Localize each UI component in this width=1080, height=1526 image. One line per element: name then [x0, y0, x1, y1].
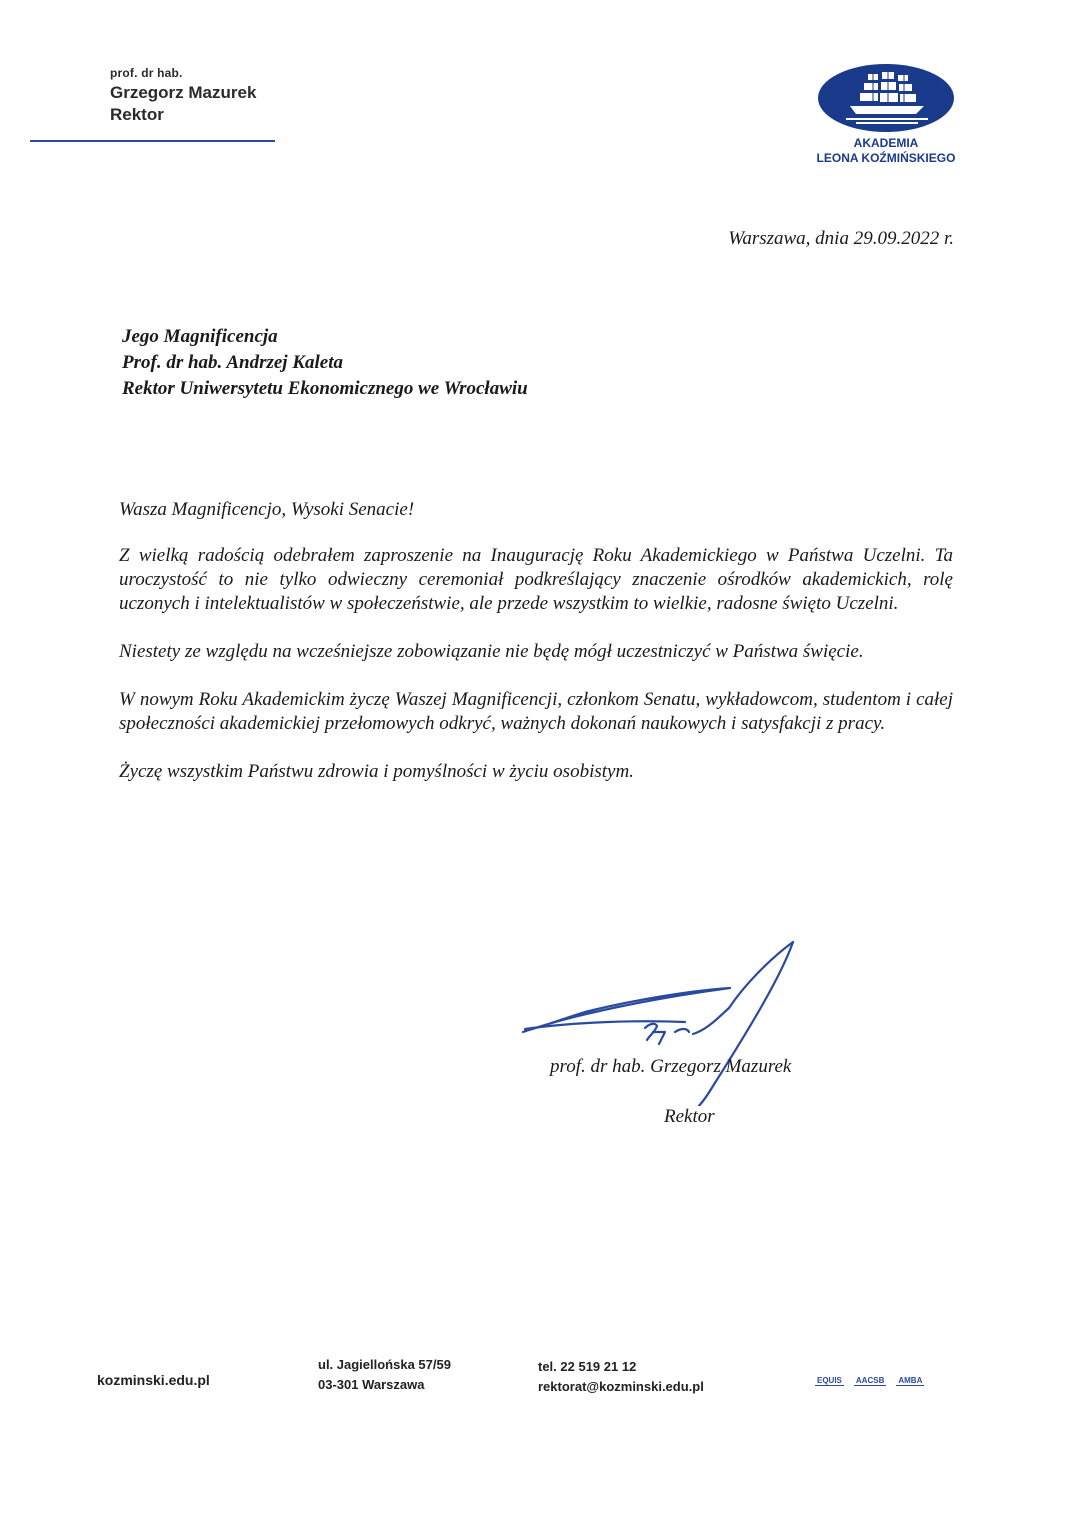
body-paragraph-3: W nowym Roku Akademickim życzę Waszej Magnificencji, członkom Senatu, wykładowcom, studentom i całej społeczności akademickiej przełomowych odkryć, ważnych dokonań naukowych i satysfakcji z pracy.	[119, 689, 953, 734]
signatory-role: Rektor	[664, 1106, 715, 1127]
letter-date: Warszawa, dnia 29.09.2022 r.	[728, 228, 954, 249]
footer-address	[318, 1355, 451, 1395]
sender-block	[110, 66, 256, 125]
university-logo	[806, 62, 966, 166]
accreditation-equis: EQUIS	[817, 1376, 842, 1385]
sender-title: prof. dr hab.	[110, 66, 183, 80]
signatory-name: prof. dr hab. Grzegorz Mazurek	[550, 1056, 792, 1077]
sender-role: Rektor	[110, 105, 164, 124]
accreditation-aacsb: AACSB	[855, 1376, 885, 1385]
accreditation-logos	[815, 1376, 924, 1386]
addressee-block	[122, 324, 528, 402]
header-divider	[30, 140, 275, 142]
footer-phone: tel. 22 519 21 12	[538, 1359, 637, 1374]
logo-text-line1: AKADEMIA	[853, 136, 919, 150]
body-paragraph-2: Niestety ze względu na wcześniejsze zobowiązanie nie będę mógł uczestniczyć w Państwa święcie.	[119, 641, 864, 662]
body-paragraph-4: Życzę wszystkim Państwu zdrowia i pomyślności w życiu osobistym.	[119, 761, 634, 782]
handwritten-signature	[515, 936, 805, 1106]
sender-name: Grzegorz Mazurek	[110, 83, 257, 102]
footer-email[interactable]: rektorat@kozminski.edu.pl	[538, 1379, 704, 1394]
salutation: Wasza Magnificencjo, Wysoki Senacie!	[119, 499, 415, 520]
footer-address-line2: 03-301 Warszawa	[318, 1377, 425, 1392]
addressee-line1: Jego Magnificencja	[122, 326, 278, 347]
letter-body	[119, 498, 953, 808]
body-paragraph-1: Z wielką radością odebrałem zaproszenie na Inaugurację Roku Akademickiego w Państwa Uczelni. Ta uroczystość to nie tylko odwieczny ceremoniał podkreślający znaczenie ośrodków akademickich, rolę uczonych i intelektualistów w społeczeństwie, ale przede wszystkim to wielkie, radosne święto Uczelni.	[119, 545, 953, 614]
logo-text-line2: LEONA KOŹMIŃSKIEGO	[816, 151, 956, 165]
addressee-line2: Prof. dr hab. Andrzej Kaleta	[122, 352, 343, 373]
sailing-ship-icon	[816, 62, 956, 134]
footer-contact	[538, 1357, 704, 1397]
addressee-line3: Rektor Uniwersytetu Ekonomicznego we Wrocławiu	[122, 378, 528, 399]
accreditation-amba: AMBA	[898, 1376, 923, 1385]
footer-address-line1: ul. Jagiellońska 57/59	[318, 1357, 451, 1372]
footer-website[interactable]: kozminski.edu.pl	[97, 1372, 210, 1388]
